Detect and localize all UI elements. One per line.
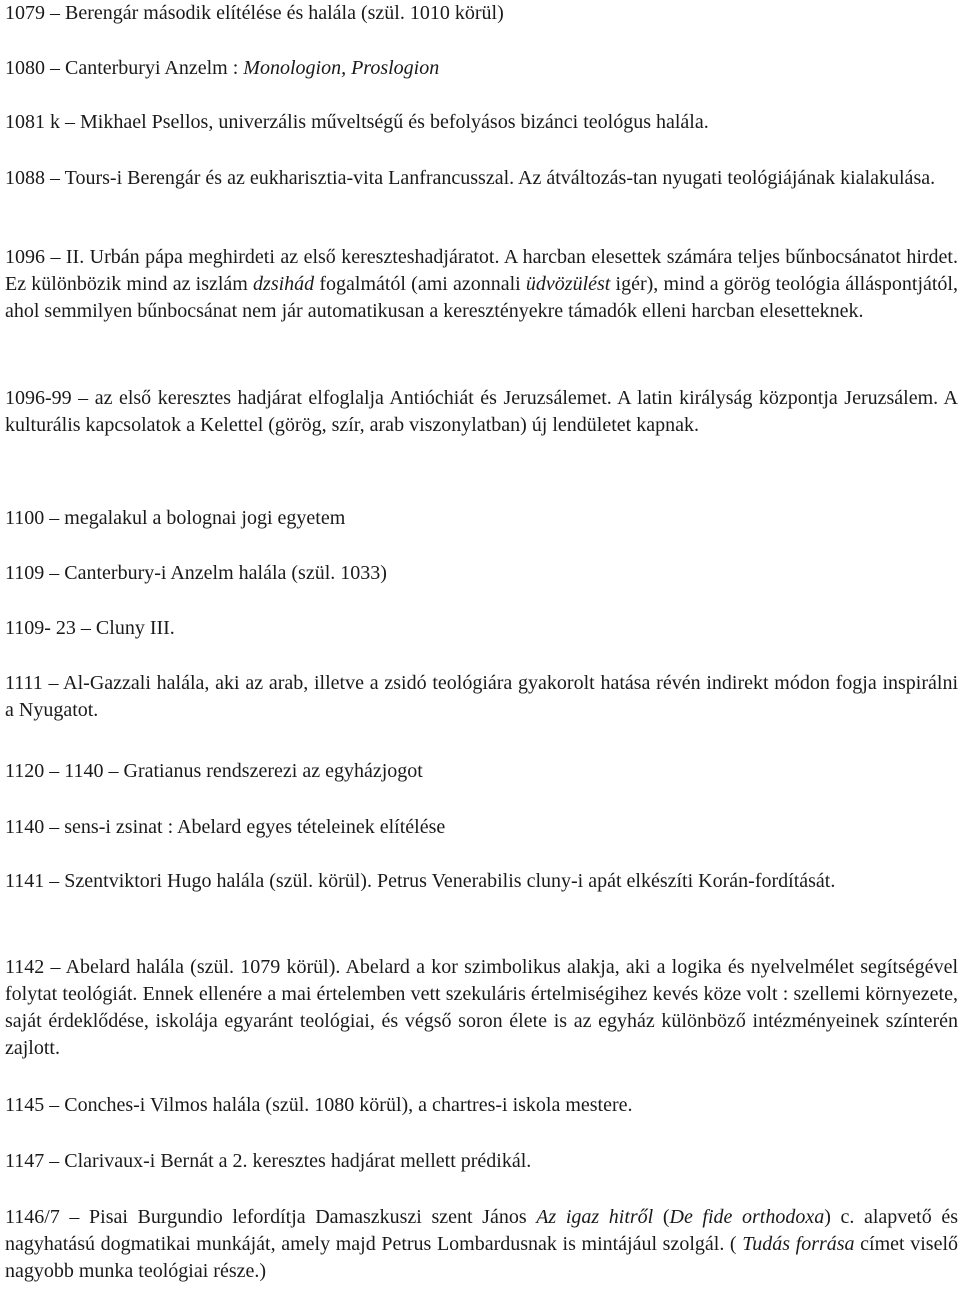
chronology-entry-1142 [5,954,958,1062]
entry-text: 1109- 23 – Cluny III. [5,617,175,639]
chronology-entry-1141 [5,868,958,895]
entry-text: igér), mind a görög teológia álláspontjától, ahol semmilyen bűnbocsánat nem jár automatikusan a keresztényekre támadók elleni harcban elesetteknek. [5,273,958,322]
entry-text: 1079 – Berengár második elítélése és halála (szül. 1010 körül) [5,2,504,24]
entry-text: 1111 – Al-Gazzali halála, aki az arab, illetve a zsidó teológiára gyakorolt hatása révén indirekt módon fogja inspirálni a Nyugatot. [5,672,958,721]
entry-text: 1146/7 – Pisai Burgundio lefordítja Damaszkuszi szent János [5,1206,537,1228]
italic-title-text: dzsihád [253,273,315,295]
chronology-entry-1100 [5,505,958,532]
entry-text: 1096 – II. Urbán pápa meghirdeti az első kereszteshadjáratot. A harcban elesettek számára teljes bűnbocsánatot hirdet. Ez különbözik mind az iszlám [5,246,958,295]
chronology-entry-1109-23 [5,615,958,642]
entry-text: 1142 – Abelard halála (szül. 1079 körül). Abelard a kor szimbolikus alakja, aki a logika és nyelvelmélet segítségével folytat teológiát. Ennek ellenére a mai értelemben vett szekuláris értelmiségihez kevés köze volt : szellemi környezete, saját érdeklődése, iskolája egyaránt teológiai, és végső soron élete is az egyház különböző intézményeinek színterén zajlott. [5,956,958,1059]
entry-text: 1141 – Szentviktori Hugo halála (szül. körül). Petrus Venerabilis cluny-i apát elkészíti Korán-fordítását. [5,870,836,892]
chronology-entry-1146-7 [5,1204,958,1285]
entry-text: 1080 – Canterburyi Anzelm : [5,57,244,79]
italic-title-text: Monologion, Proslogion [243,57,440,79]
chronology-entry-1096-99 [5,385,958,439]
italic-title-text: De fide orthodoxa [669,1206,825,1228]
chronology-entry-1109 [5,560,958,587]
chronology-entry-1081 [5,109,958,136]
entry-text: ) c. alapvető és nagyhatású dogmatikai munkáját, amely majd Petrus Lombardusnak is mintájául szolgál. ( [5,1206,959,1255]
entry-text: fogalmától (ami azonnali [314,273,526,295]
entry-text: 1120 – 1140 – Gratianus rendszerezi az egyházjogot [5,760,423,782]
italic-title-text: üdvözülést [525,273,611,295]
entry-text: címet viselő nagyobb munka teológiai része.) [5,1233,959,1282]
chronology-entry-1088 [5,165,958,192]
chronology-entry-1120 [5,758,958,785]
chronology-entry-1145 [5,1092,958,1119]
chronology-entry-1147 [5,1148,958,1175]
entry-text: ( [653,1206,670,1228]
entry-text: 1109 – Canterbury-i Anzelm halála (szül. 1033) [5,562,387,584]
chronology-entry-1140 [5,814,958,841]
italic-title-text: Az igaz hitről [536,1206,654,1228]
entry-text: 1088 – Tours-i Berengár és az eukharisztia-vita Lanfrancusszal. Az átváltozás-tan nyugati teológiájának kialakulása. [5,167,936,189]
chronology-entry-1080 [5,55,958,82]
chronology-entry-1079 [5,0,958,27]
entry-text: 1100 – megalakul a bolognai jogi egyetem [5,507,346,529]
entry-text: 1140 – sens-i zsinat : Abelard egyes tételeinek elítélése [5,816,446,838]
italic-title-text: Tudás forrása [742,1233,855,1255]
entry-text: 1147 – Clarivaux-i Bernát a 2. keresztes hadjárat mellett prédikál. [5,1150,532,1172]
chronology-entry-1111 [5,670,958,724]
entry-text: 1096-99 – az első keresztes hadjárat elfoglalja Antióchiát és Jeruzsálemet. A latin királyság központja Jeruzsálem. A kulturális kapcsolatok a Kelettel (görög, szír, arab viszonylatban) új lendületet kapnak. [5,387,958,436]
chronology-entry-1096 [5,244,958,325]
entry-text: 1081 k – Mikhael Psellos, univerzális műveltségű és befolyásos bizánci teológus halála. [5,111,709,133]
entry-text: 1145 – Conches-i Vilmos halála (szül. 1080 körül), a chartres-i iskola mestere. [5,1094,633,1116]
